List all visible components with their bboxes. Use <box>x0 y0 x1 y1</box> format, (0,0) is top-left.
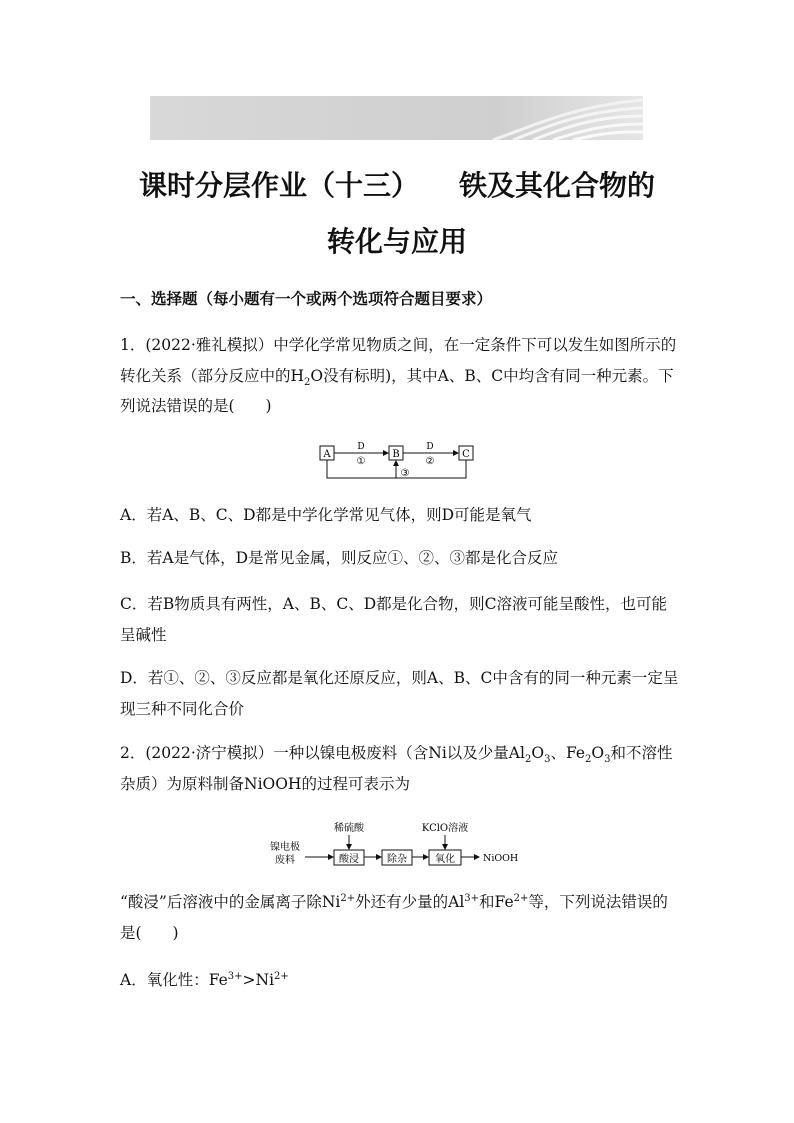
q2-stem-part5: 和不溶性杂质）为原料制备NiOOH的过程可表示为 <box>120 744 673 793</box>
arrow2-reagent: D <box>426 442 434 452</box>
q2-sub4: 3 <box>604 754 611 766</box>
q2-note-part1: “酸浸”后溶液中的金属离子除Ni <box>120 893 341 911</box>
q1-transformation-diagram <box>315 440 480 486</box>
node-a-label: A <box>323 449 331 460</box>
q2-stem-part1: 2．(2022·济宁模拟）一种以镍电极废料（含Ni以及少量Al <box>120 744 525 762</box>
q2-note <box>120 887 680 948</box>
question-1-stem <box>120 330 680 422</box>
q2-process-flowchart <box>265 818 535 870</box>
flow-step-3-label: 氧化 <box>435 854 455 865</box>
section-heading: 一、选择题（每小题有一个或两个选项符合题目要求） <box>120 290 493 308</box>
arrow3-number: ③ <box>400 468 410 479</box>
q2-note-sup2: 3+ <box>464 892 480 904</box>
title-part1: 课时分层作业（十三） <box>138 169 419 202</box>
q2-note-sup3: 2+ <box>513 892 529 904</box>
q2-stem-part4: O <box>591 744 605 762</box>
q2-option-a-part1: A．氧化性：Fe <box>120 971 228 989</box>
node-b-label: B <box>392 449 400 460</box>
arrow1-reagent: D <box>357 442 365 452</box>
q2-note-part4: 等，下列说法错误的是( ) <box>120 893 668 942</box>
arrow2-number: ② <box>425 456 435 467</box>
flow-product: NiOOH <box>483 853 519 864</box>
q2-option-a-sup2: 2+ <box>274 970 289 982</box>
decorative-swoosh-graphic <box>473 96 643 140</box>
q2-sub3: 2 <box>585 754 592 766</box>
q2-stem-part2: O <box>531 744 545 762</box>
node-c-label: C <box>462 449 470 460</box>
header-banner <box>150 96 643 140</box>
q2-note-part3: 和Fe <box>479 893 514 911</box>
q1-stem-subscript: 2 <box>304 376 311 388</box>
q1-stem-part1: 1．(2022·雅礼模拟）中学化学常见物质之间，在一定条件下可以发生如图所示的转化关系（部分反应中的H <box>120 336 677 385</box>
arrow1-number: ① <box>356 456 366 467</box>
q2-note-sup1: 2+ <box>340 892 356 904</box>
q2-option-a-part2: >Ni <box>242 971 275 989</box>
page-title-line1 <box>0 164 794 204</box>
q1-option-b: B．若A是气体，D是常见金属，则反应①、②、③都是化合反应 <box>120 549 559 567</box>
q1-option-d: D．若①、②、③反应都是氧化还原反应，则A、B、C中含有的同一种元素一定呈现三种不同化合价 <box>120 669 679 718</box>
title-part2: 铁及其化合物的 <box>459 169 656 202</box>
page-title-line2: 转化与应用 <box>326 225 467 258</box>
q1-stem-part2: O没有标明)，其中A、B、C中均含有同一种元素。下列说法错误的是( ) <box>120 366 674 415</box>
q2-sub2: 3 <box>544 754 551 766</box>
q1-option-a: A．若A、B、C、D都是中学化学常见气体，则D可能是氧气 <box>120 506 532 524</box>
question-2-stem <box>120 738 680 799</box>
flow-reagent-1: 稀硫酸 <box>334 823 364 834</box>
flow-reagent-2: KClO溶液 <box>421 823 469 834</box>
q2-option-a <box>120 965 680 996</box>
q1-option-c: C．若B物质具有两性，A、B、C、D都是化合物，则C溶液可能呈酸性，也可能呈碱性 <box>120 595 667 644</box>
flow-step-2-label: 除杂 <box>387 854 407 865</box>
flow-input-line1: 镍电极 <box>270 842 300 853</box>
flow-step-1-label: 酸浸 <box>339 854 359 865</box>
q2-option-a-sup1: 3+ <box>227 970 243 982</box>
flow-input-line2: 废料 <box>275 855 295 866</box>
q2-note-part2: 外还有少量的Al <box>355 893 465 911</box>
q2-sub1: 2 <box>524 754 532 766</box>
q2-stem-part3: 、Fe <box>550 744 586 762</box>
